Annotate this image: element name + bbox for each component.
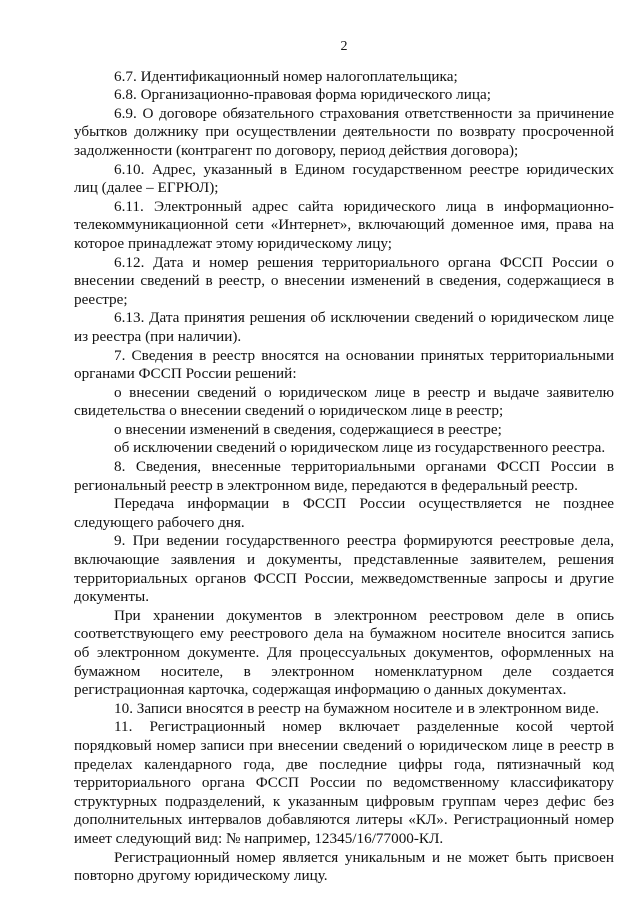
paragraph-11: 11. Регистрационный номер включает разделенные косой чертой порядковый номер записи при внесении сведений о юридическом лице в реестр в пределах календарного года, две последние цифры года, пятизначный код территориального органа ФССП России по ведомственному классификатору структурных подразделений, к указанным цифровым группам через дефис без дополнительных интервалов добавляются литеры «КЛ». Регистрационный номер имеет следующий вид: № например, 12345/16/77000-КЛ. bbox=[74, 718, 614, 847]
paragraph-6-12: 6.12. Дата и номер решения территориального органа ФССП России о внесении сведений в реестр, о внесении изменений в сведения, содержащиеся в реестре; bbox=[74, 253, 614, 308]
paragraph-6-11: 6.11. Электронный адрес сайта юридического лица в информационно-телекоммуникационной сети «Интернет», включающий доменное имя, права на которое принадлежат этому юридическому лицу; bbox=[74, 197, 614, 252]
paragraph-9: 9. При ведении государственного реестра формируются реестровые дела, включающие заявления и документы, представленные заявителем, решения территориальных органов ФССП России, межведомственные запросы и другие документы. bbox=[74, 532, 614, 606]
paragraph-6-9: 6.9. О договоре обязательного страхования ответственности за причинение убытков должнику при осуществлении деятельности по возврату просроченной задолженности (контрагент по договору, период действия договора); bbox=[74, 104, 614, 159]
paragraph-7-item-3: об исключении сведений о юридическом лице из государственного реестра. bbox=[114, 439, 606, 457]
paragraph-6-8: 6.8. Организационно-правовая форма юридического лица; bbox=[114, 86, 491, 104]
paragraph-9-storage: При хранении документов в электронном реестровом деле в опись соответствующего ему реестрового дела на бумажном носителе вносится запись об электронном документе. Для процессуальных документов, оформленных на бумажном носителе, в электронном номенклатурном деле создается регистрационная карточка, содержащая информацию о данных документах. bbox=[74, 606, 614, 699]
paragraph-6-13: 6.13. Дата принятия решения об исключении сведений о юридическом лице из реестра (при наличии). bbox=[74, 309, 614, 345]
paragraph-10: 10. Записи вносятся в реестр на бумажном носителе и в электронном виде. bbox=[114, 699, 599, 717]
paragraph-6-7: 6.7. Идентификационный номер налогоплательщика; bbox=[114, 67, 458, 85]
paragraph-8-transfer: Передача информации в ФССП России осуществляется не позднее следующего рабочего дня. bbox=[74, 495, 614, 531]
page-number: 2 bbox=[340, 39, 348, 54]
paragraph-7: 7. Сведения в реестр вносятся на основании принятых территориальными органами ФССП России решений: bbox=[74, 346, 614, 383]
paragraph-7-item-1: о внесении сведений о юридическом лице в реестр и выдаче заявителю свидетельства о внесении сведений о юридическом лице в реестр; bbox=[74, 383, 614, 420]
paragraph-8: 8. Сведения, внесенные территориальными органами ФССП России в региональный реестр в электронном виде, передаются в федеральный реестр. bbox=[74, 458, 614, 494]
paragraph-6-10: 6.10. Адрес, указанный в Едином государственном реестре юридических лиц (далее – ЕГРЮЛ); bbox=[74, 160, 614, 197]
document-body bbox=[74, 68, 614, 886]
paragraph-7-item-2: о внесении изменений в сведения, содержащиеся в реестре; bbox=[114, 420, 502, 438]
paragraph-11-unique: Регистрационный номер является уникальным и не может быть присвоен повторно другому юридическому лицу. bbox=[74, 848, 614, 885]
